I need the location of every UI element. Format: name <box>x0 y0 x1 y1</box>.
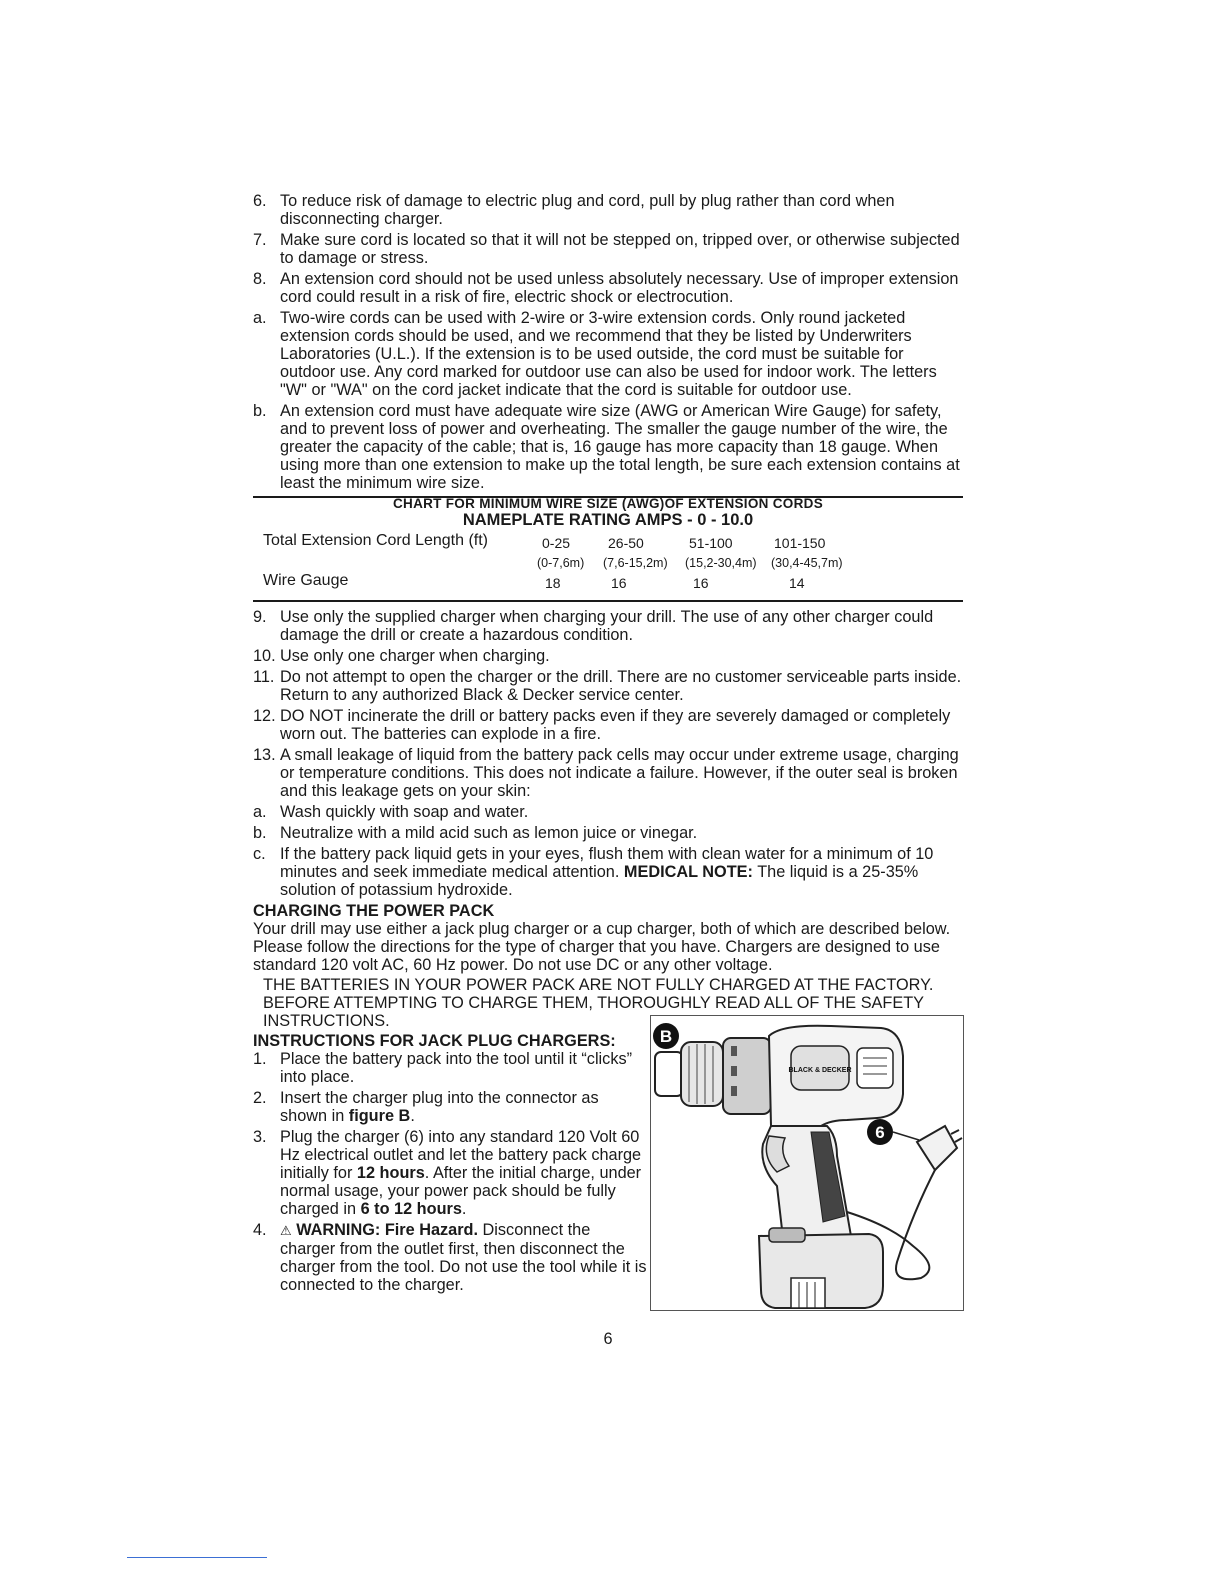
chart-title: CHART FOR MINIMUM WIRE SIZE (AWG)OF EXTENSION CORDS <box>392 496 824 511</box>
punctuation: . <box>461 1200 467 1218</box>
item-text: . After the initial charge, under normal usage, your power pack should be fully charged in <box>280 1164 642 1218</box>
list-marker: 1. <box>253 1050 267 1068</box>
chuck-tip <box>655 1052 683 1096</box>
warning-label: WARNING: Fire Hazard. <box>296 1221 479 1239</box>
list-marker: b. <box>253 824 267 842</box>
clutch-collar <box>723 1038 771 1114</box>
item-text: Place the battery pack into the tool until it “clicks” into place. <box>280 1050 633 1086</box>
bold-duration: 12 hours <box>356 1164 425 1182</box>
list-item <box>253 668 963 704</box>
item-text: Disconnect the charger from the outlet first, then disconnect the charger from the tool. Do not use the tool while it is connected to the charger. <box>280 1221 647 1294</box>
battery-release <box>769 1228 805 1242</box>
list-marker: 11. <box>253 668 275 686</box>
list-marker: 13. <box>253 746 276 764</box>
item-text: Wash quickly with soap and water. <box>280 803 529 821</box>
gauge-cell: 16 <box>611 575 627 591</box>
item-text: Use only the supplied charger when charging your drill. The use of any other charger could damage the drill or create a hazardous condition. <box>280 608 934 644</box>
figure-label: B <box>659 1027 673 1046</box>
list-item <box>253 402 963 492</box>
item-text: An extension cord should not be used unless absolutely necessary. Use of improper extension cord could result in a risk of fire, electric shock or electrocution. <box>280 270 959 306</box>
battery-vents <box>791 1278 825 1308</box>
list-item <box>253 824 963 842</box>
list-item <box>253 1128 648 1218</box>
callout-label: 6 <box>875 1123 885 1142</box>
jack-heading: INSTRUCTIONS FOR JACK PLUG CHARGERS: <box>253 1032 616 1050</box>
list-marker: 2. <box>253 1089 267 1107</box>
punctuation: . <box>410 1107 415 1125</box>
list-item <box>253 803 963 821</box>
gauge-cell: 16 <box>693 575 709 591</box>
list-item <box>253 707 963 743</box>
vent-grille <box>857 1048 893 1088</box>
figure-b-drill-illustration <box>650 1015 964 1311</box>
bold-duration: 6 to 12 hours <box>360 1200 462 1218</box>
brand-logo: BLACK & DECKER <box>788 1067 852 1074</box>
gauge-cell: 18 <box>545 575 561 591</box>
length-ft-cell: 26-50 <box>608 535 644 551</box>
list-item <box>253 192 963 228</box>
list-marker: 3. <box>253 1128 267 1146</box>
list-marker: a. <box>253 803 267 821</box>
gauge-row-label: Wire Gauge <box>263 572 349 589</box>
length-m-cell: (15,2-30,4m) <box>685 556 757 570</box>
chart-subtitle: NAMEPLATE RATING AMPS - 0 - 10.0 <box>462 511 754 529</box>
battery-notice: THE BATTERIES IN YOUR POWER PACK ARE NOT FULLY CHARGED AT THE FACTORY. BEFORE ATTEMPTING TO CHARGE THEM, THOROUGHLY READ ALL OF THE SAFETY INSTRUCTIONS. <box>263 976 934 1030</box>
item-text: The liquid is a 25-35% solution of potassium hydroxide. <box>280 863 919 899</box>
item-text: To reduce risk of damage to electric plug and cord, pull by plug rather than cord when disconnecting charger. <box>280 192 895 228</box>
list-marker: 10. <box>253 647 276 665</box>
footer-rule <box>127 1557 267 1558</box>
item-text: Use only one charger when charging. <box>280 647 550 665</box>
list-item <box>253 309 963 399</box>
drill-charger-drawing <box>651 1016 963 1310</box>
list-marker: 4. <box>253 1221 267 1239</box>
figure-reference: figure B <box>348 1107 411 1125</box>
manual-page <box>253 192 963 1348</box>
list-item <box>253 746 963 800</box>
extension-cord-chart <box>253 496 963 602</box>
page-number: 6 <box>603 1330 613 1348</box>
length-m-cell: (7,6-15,2m) <box>603 556 668 570</box>
item-text: A small leakage of liquid from the battery pack cells may occur under extreme usage, charging or temperature conditions. This does not indicate a failure. However, if the outer seal is broken and this leakage gets on your skin: <box>280 746 959 800</box>
list-item <box>253 231 963 267</box>
item-text: Do not attempt to open the charger or the drill. There are no customer serviceable parts inside. Return to any authorized Black & Decker service center. <box>280 668 962 704</box>
list-marker: 12. <box>253 707 276 725</box>
list-marker: 9. <box>253 608 267 626</box>
list-marker: c. <box>253 845 266 863</box>
jack-plug-section <box>253 1027 963 1330</box>
list-marker: b. <box>253 402 267 420</box>
list-marker: 7. <box>253 231 267 249</box>
length-ft-cell: 0-25 <box>542 535 571 551</box>
list-marker: 6. <box>253 192 267 210</box>
list-marker: 8. <box>253 270 267 288</box>
length-m-cell: (30,4-45,7m) <box>771 556 843 570</box>
length-m-cell: (0-7,6m) <box>537 556 585 570</box>
charger-plug <box>917 1126 957 1170</box>
list-item <box>253 1089 648 1125</box>
item-text: Neutralize with a mild acid such as lemon juice or vinegar. <box>280 824 698 842</box>
list-item <box>253 1221 648 1294</box>
list-item <box>253 845 963 899</box>
list-item <box>253 1050 648 1086</box>
length-ft-cell: 101-150 <box>774 535 826 551</box>
item-text: If the battery pack liquid gets in your eyes, flush them with clean water for a minimum of 10 minutes and seek immediate medical attention. <box>280 845 934 881</box>
item-text: Make sure cord is located so that it will not be stepped on, tripped over, or otherwise subjected to damage or stress. <box>280 231 960 267</box>
item-text: Plug the charger (6) into any standard 120 Volt 60 Hz electrical outlet and let the battery pack charge initially for <box>280 1128 642 1182</box>
item-text: Two-wire cords can be used with 2-wire or 3-wire extension cords. Only round jacketed extension cords should be used, and we recommend that they be listed by Underwriters Laboratories (U.L.). If the extension is to be used outside, the cord must be suitable for outdoor use. Any cord marked for outdoor use can also be used for indoor work. The letters "W" or "WA" on the cord jacket indicate that the cord is suitable for outdoor use. <box>280 309 937 399</box>
length-row-label: Total Extension Cord Length (ft) <box>263 532 489 549</box>
list-item <box>253 608 963 644</box>
charging-paragraph: Your drill may use either a jack plug charger or a cup charger, both of which are described below. Please follow the directions for the type of charger that you have. Chargers are designed to use standard 120 volt AC, 60 Hz power. Do not use DC or any other voltage. <box>253 920 951 974</box>
list-item <box>253 647 963 665</box>
medical-note-label: MEDICAL NOTE: <box>623 863 753 881</box>
charging-heading: CHARGING THE POWER PACK <box>253 902 495 920</box>
gauge-cell: 14 <box>789 575 805 591</box>
list-marker: a. <box>253 309 267 327</box>
warning-icon: ⚠ <box>280 1223 292 1238</box>
item-text: An extension cord must have adequate wire size (AWG or American Wire Gauge) for safety, and to prevent loss of power and overheating. The smaller the gauge number of the wire, the greater the capacity of the cable; that is, 16 gauge has more capacity than 18 gauge. When using more than one extension to make up the total length, be sure each extension contains at least the minimum wire size. <box>280 402 960 492</box>
chuck <box>681 1042 723 1106</box>
list-item <box>253 270 963 306</box>
length-ft-cell: 51-100 <box>689 535 733 551</box>
item-text: Insert the charger plug into the connector as shown in <box>280 1089 599 1125</box>
item-text: DO NOT incinerate the drill or battery packs even if they are severely damaged or completely worn out. The batteries can explode in a fire. <box>280 707 951 743</box>
